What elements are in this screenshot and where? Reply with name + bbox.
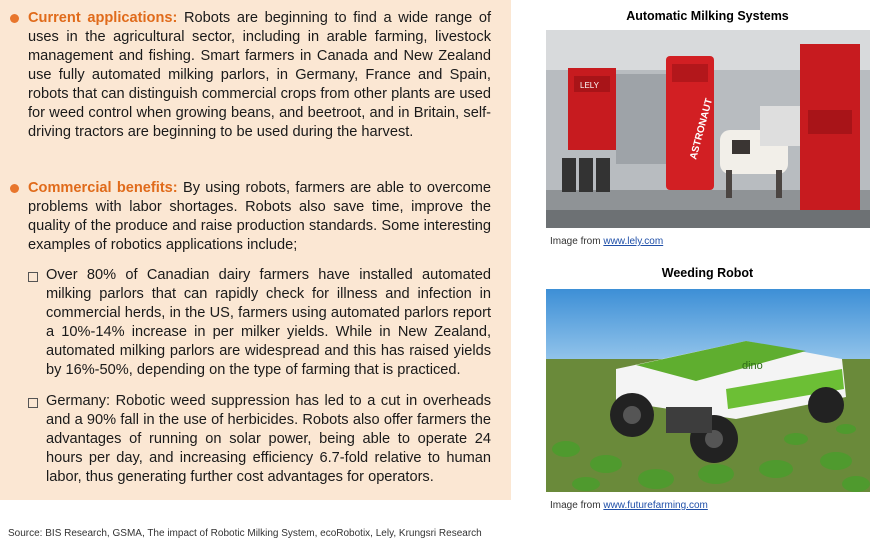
milking-robot-image: [546, 30, 870, 228]
canada-example-text: Over 80% of Canadian dairy farmers have installed automated milking parlors that can rapidly check for illness and infection in commercial herds, in the US, farmers using automated parlors report a 10%-14% increase in per milker yields. While in New Zealand, automated milking parlors are widespread and this has raised yields by 16%-50%, depending on the type of farming that is practiced.: [46, 267, 491, 378]
svg-text:LELY: LELY: [580, 81, 599, 90]
svg-text:ASTRONAUT: ASTRONAUT: [688, 97, 716, 161]
lely-link[interactable]: www.lely.com: [603, 236, 664, 247]
current-applications-paragraph: [28, 9, 491, 142]
weeding-robot-image: [546, 289, 870, 492]
current-applications-heading: Current applications:: [28, 10, 178, 26]
milking-figure-title: Automatic Milking Systems: [626, 9, 789, 23]
milking-image-caption: Image from www.lely.com: [550, 236, 664, 247]
sub-bullet-box: [28, 272, 38, 282]
weeding-figure-title: Weeding Robot: [661, 266, 754, 280]
commercial-benefits-paragraph: [28, 179, 491, 255]
commercial-benefits-text: By using robots, farmers are able to overcome problems with labor shortages. Robots also save time, improve the quality of the produce and raise production standards. Some interesting examples of robotics applications include;: [28, 180, 491, 253]
current-applications-text: Robots are beginning to find a wide range of uses in the agricultural sector, including in arable farming, livestock management and fishing. Smart farmers in Canada and New Zealand use fully automated milking parlors, in Germany, France and Spain, robots that can distinguish commercial crops from other plants are used for weed control when growing beans, and beetroot, and in Britain, self-driving tractors are beginning to be used during the harvest.: [28, 10, 491, 140]
sub-bullet-box: [28, 398, 38, 408]
bullet-dot: [10, 14, 19, 23]
svg-text:dino: dino: [742, 360, 763, 372]
bullet-dot: [10, 184, 19, 193]
germany-example-text: Germany: Robotic weed suppression has led to a cut in overheads and a 90% fall in the use of herbicides. Robots also offer farmers the advantages of running on solar power, being able to operate 24 hours per day, and increasing efficiency 6.7-fold relative to human labor, thus generating further cost advantages for operators.: [46, 393, 491, 485]
weeding-image-caption: Image from www.futurefarming.com: [550, 500, 708, 511]
source-note: Source: BIS Research, GSMA, The impact of Robotic Milking System, ecoRobotix, Lely, Krungsri Research: [8, 528, 482, 539]
commercial-benefits-heading: Commercial benefits:: [28, 180, 178, 196]
futurefarming-link[interactable]: www.futurefarming.com: [603, 500, 708, 511]
